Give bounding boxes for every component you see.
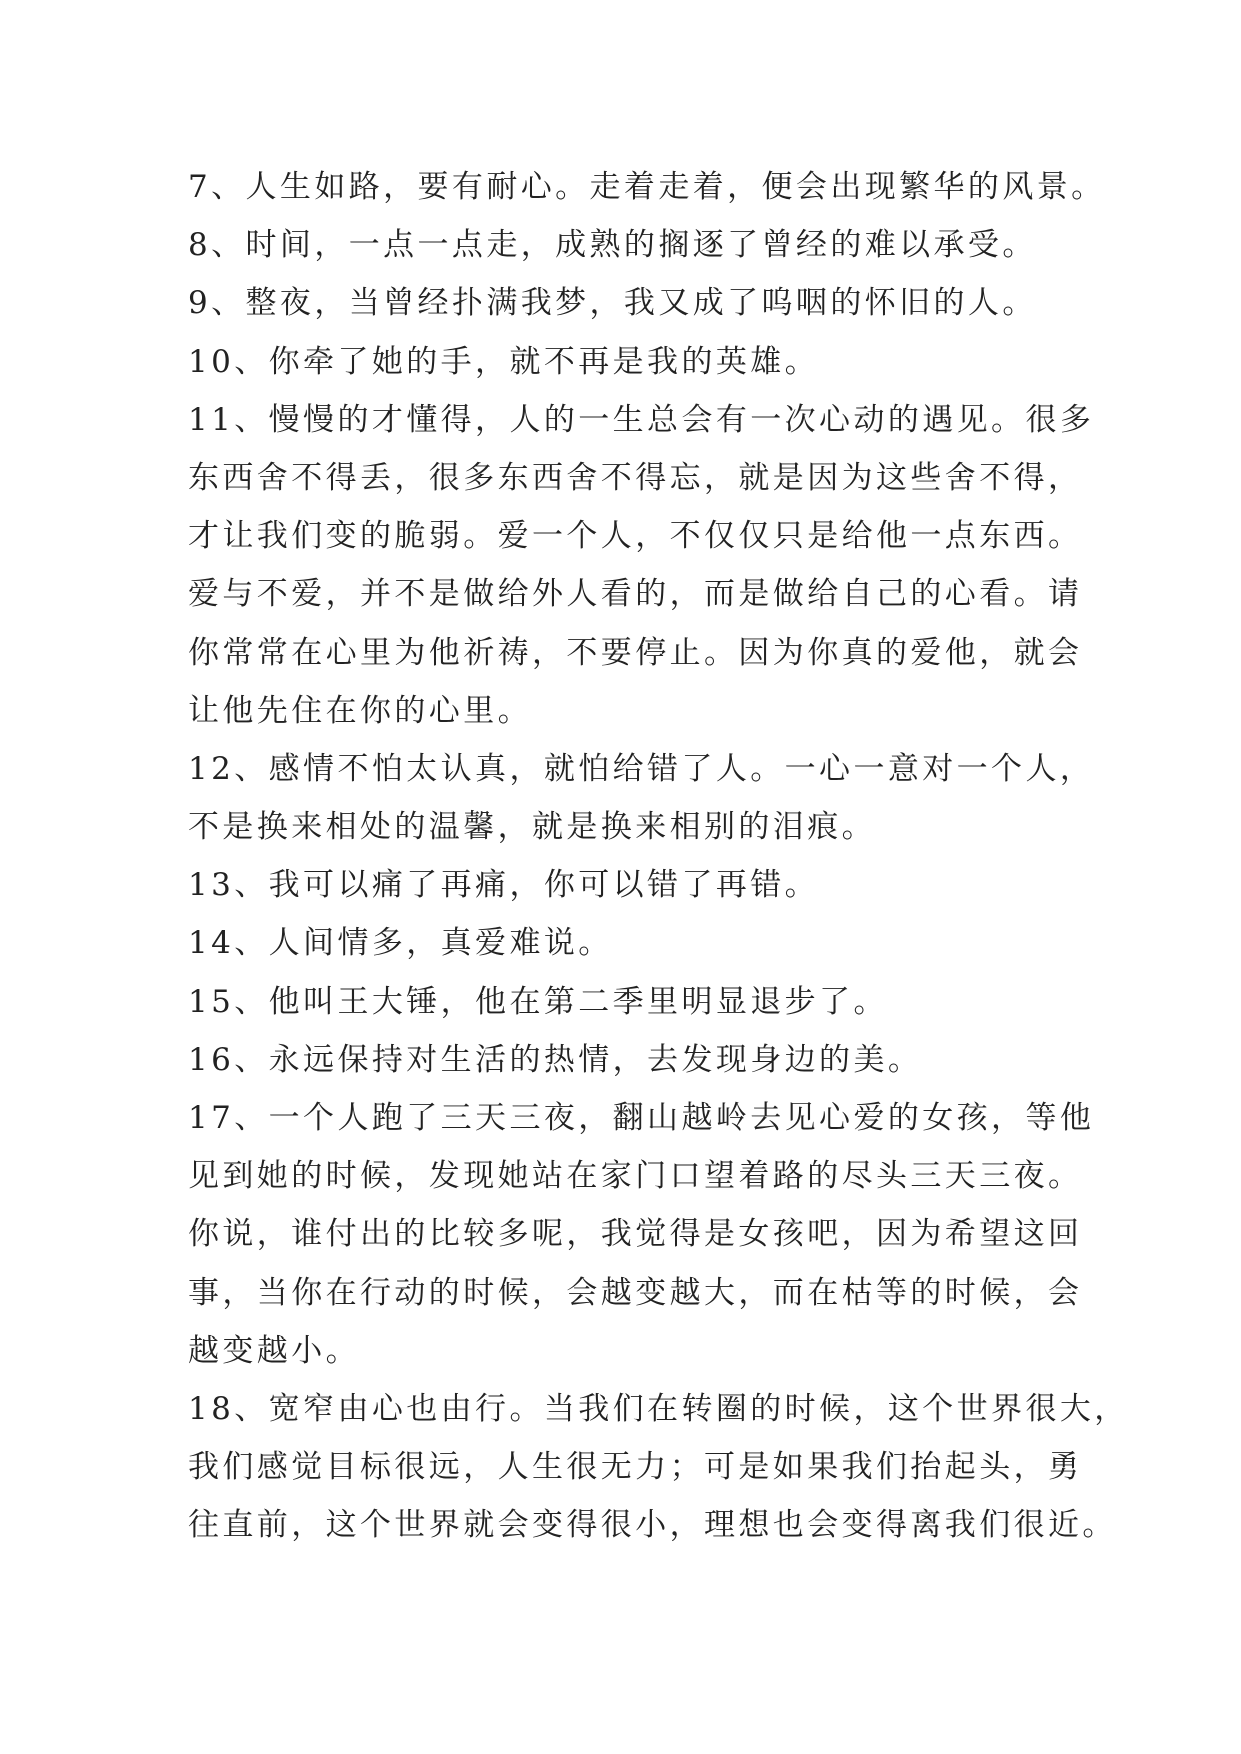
text-line: 越变越小。 <box>188 1332 360 1369</box>
text-line: 12、感情不怕太认真，就怕给错了人。一心一意对一个人， <box>188 750 1095 787</box>
text-line: 9、整夜，当曾经扑满我梦，我又成了呜咽的怀旧的人。 <box>188 285 1037 322</box>
text-line: 事，当你在行动的时候，会越变越大，而在枯等的时候，会 <box>188 1274 1083 1311</box>
text-line: 我们感觉目标很远，人生很无力；可是如果我们抬起头，勇 <box>188 1449 1083 1486</box>
text-line: 你说，谁付出的比较多呢，我觉得是女孩吧，因为希望这回 <box>188 1216 1083 1253</box>
document-body <box>188 158 1129 1555</box>
text-line: 爱与不爱，并不是做给外人看的，而是做给自己的心看。请 <box>188 576 1083 613</box>
text-line: 14、人间情多，真爱难说。 <box>188 925 613 962</box>
text-line: 16、永远保持对生活的热情，去发现身边的美。 <box>188 1041 923 1078</box>
text-line: 见到她的时候，发现她站在家门口望着路的尽头三天三夜。 <box>188 1158 1083 1195</box>
text-line: 13、我可以痛了再痛，你可以错了再错。 <box>188 867 820 904</box>
text-line: 让他先住在你的心里。 <box>188 692 532 729</box>
text-line: 11、慢慢的才懂得，人的一生总会有一次心动的遇见。很多 <box>188 401 1095 438</box>
text-line: 你常常在心里为他祈祷，不要停止。因为你真的爱他，就会 <box>188 634 1083 671</box>
text-line: 10、你牵了她的手，就不再是我的英雄。 <box>188 343 820 380</box>
text-line: 才让我们变的脆弱。爱一个人，不仅仅只是给他一点东西。 <box>188 518 1083 555</box>
text-line: 17、一个人跑了三天三夜，翻山越岭去见心爱的女孩，等他 <box>188 1100 1095 1136</box>
text-line: 18、宽窄由心也由行。当我们在转圈的时候，这个世界很大， <box>188 1390 1129 1427</box>
text-line: 往直前，这个世界就会变得很小，理想也会变得离我们很近。 <box>188 1507 1117 1544</box>
text-line: 8、时间，一点一点走，成熟的搁逐了曾经的难以承受。 <box>188 227 1037 264</box>
text-line: 15、他叫王大锤，他在第二季里明显退步了。 <box>188 983 888 1020</box>
text-line: 不是换来相处的温馨，就是换来相别的泪痕。 <box>188 809 876 846</box>
text-line: 东西舍不得丢，很多东西舍不得忘，就是因为这些舍不得， <box>188 459 1083 496</box>
text-line: 7、人生如路，要有耐心。走着走着，便会出现繁华的风景。 <box>188 169 1106 205</box>
